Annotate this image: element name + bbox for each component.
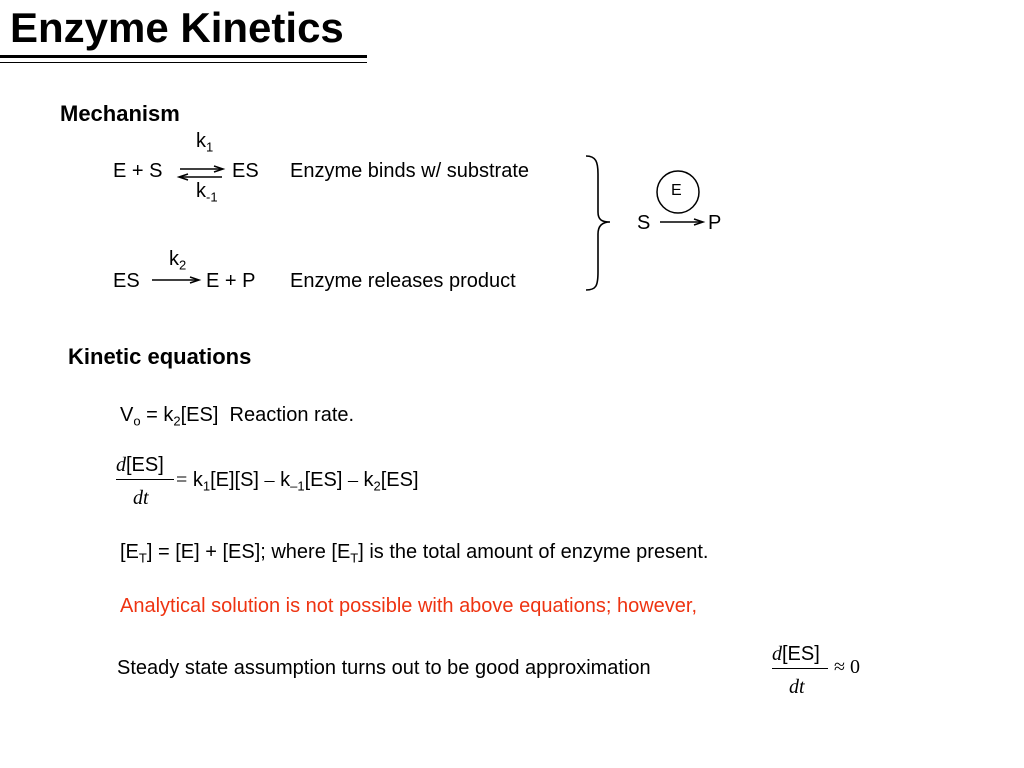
kinetic-equations-heading: Kinetic equations	[68, 344, 252, 369]
title-underline-thin	[0, 62, 367, 63]
steady-fraction-bar	[772, 668, 828, 669]
k-1-label: $k_{-1}$	[196, 180, 218, 205]
step2-description: Enzyme releases product	[290, 270, 516, 292]
overall-product: P	[708, 212, 722, 234]
overall-substrate: S	[637, 212, 651, 234]
overall-arrow	[660, 218, 706, 226]
k1-label: $k_1$	[196, 130, 214, 155]
approx-zero: ≈ 0	[834, 656, 860, 678]
step2-products: E + P	[206, 270, 256, 292]
mechanism-heading: Mechanism	[60, 101, 180, 126]
step2-reactant: ES	[113, 270, 140, 292]
d-es-numerator: d[ES]	[116, 454, 164, 476]
right-brace	[584, 154, 614, 294]
step1-reactants: E + S	[113, 160, 163, 182]
analytical-note: Analytical solution is not possible with above equations; however,	[120, 595, 698, 617]
step1-product: ES	[232, 160, 259, 182]
fraction-bar	[116, 479, 174, 480]
steady-state-text: Steady state assumption turns out to be good approximation	[117, 657, 651, 679]
step2-arrow	[152, 276, 202, 284]
page-title: Enzyme Kinetics	[10, 4, 344, 51]
total-enzyme-equation: $[E_T] = [E] + [ES]$; where $[E_T]$ is the total amount of enzyme present.	[120, 541, 709, 566]
dt-denominator: dt	[133, 487, 149, 509]
steady-d-es-numerator: d[ES]	[772, 643, 820, 665]
k2-label: $k_2$	[169, 248, 187, 273]
rate-equation: $V_o = k_2[ES]$ Reaction rate.	[120, 404, 355, 429]
rate-label: Reaction rate.	[229, 404, 355, 426]
title-underline-thick	[0, 55, 367, 58]
steady-dt-denominator: dt	[789, 676, 805, 698]
rate-law-rhs: = $k_1[E][S] - k_{-1}[ES] - k_2[ES]$	[176, 469, 419, 494]
step1-description: Enzyme binds w/ substrate	[290, 160, 529, 182]
enzyme-label: E	[671, 182, 682, 199]
equilibrium-arrows	[178, 166, 226, 180]
